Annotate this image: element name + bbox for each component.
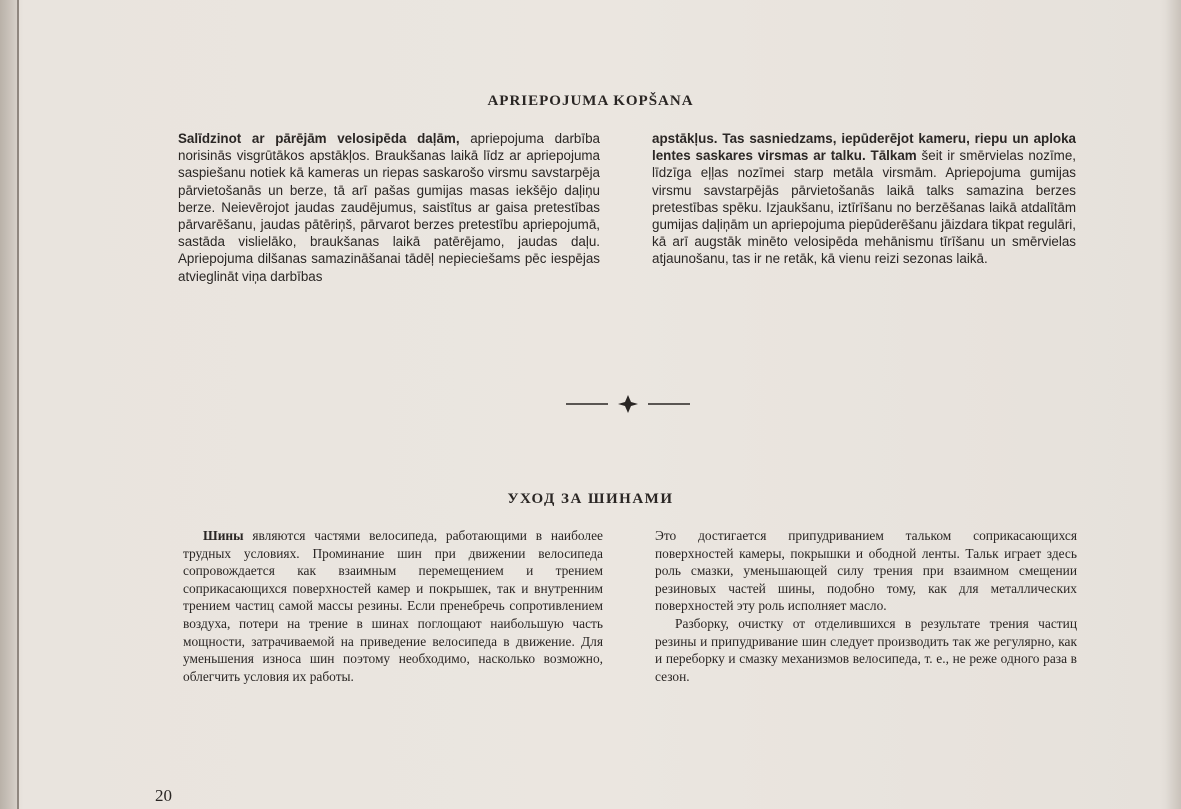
russian-paragraph-part-2: Это достигается припудриванием тальком соприкасающихся поверхностей камеры, покрышки и ободной ленты. Тальк играет здесь роль смазки, уменьшающей силу трения при взаимном смещении резиновых частей шины, подобно тому, как для металлических поверхностей эту роль исполняет масло.	[655, 528, 1077, 614]
latvian-section-heading: APRIEPOJUMA KOPŠANA	[487, 93, 694, 109]
spine-edge	[17, 0, 19, 809]
latvian-paragraph-part-1: apriepojuma darbība norisinās visgrūtākos apstākļos. Braukšanas laikā līdz ar apriepojuma saspiešanu notiek kā kameras un riepas saskarošo virsmu savstarpēja pārvietošanās un berze, tā arī pašas gumijas masas iekšējo daļiņu berze. Neievērojot jaudas zaudējumus, saistītus ar gaisa pretestības pārvarēšanu, jaudas pātēriņš, pārvarot berzes pretestību apriepojumā, sastāda vislielāko, braukšanas laikā patērējamo, jaudas daļu. Apriepojuma dilšanas samazināšanai tādēļ nepieciešams pēc iespējas atvieglināt viņa darbības	[178, 131, 600, 284]
ornament-divider-icon	[566, 394, 690, 414]
russian-text-column-left	[183, 527, 603, 685]
russian-text-column-right	[655, 527, 1077, 685]
book-spine	[0, 0, 18, 809]
russian-paragraph-part-1: являются частями велосипеда, работающими в наиболее трудных условиях. Проминание шин при движении велосипеда сопровождается как взаимным перемещением и трением соприкасающихся поверхностей камер и покрышек, так и внутренним трением частиц самой массы резины. Если пренебречь сопротивлением воздуха, потери на трение в шинах поглощают наибольшую часть мощности, затрачиваемой на приведение велосипеда в движение. Для уменьшения износа шин поэтому необходимо, насколько возможно, облегчить условия их работы.	[183, 528, 603, 684]
page-number: 20	[155, 786, 172, 805]
latvian-text-column-left	[178, 130, 600, 285]
russian-lead-word: Шины	[203, 528, 244, 543]
latvian-paragraph-part-2: šeit ir smērvielas nozīme, līdzīga eļļas nozīmei starp metāla virsmām. Apriepojuma gumijas virsmu savstarpējās pārvietošanās laikā talks samazina berzes pretestības spēku. Izjaukšanu, iztīrīšanu no berzēšanas laikā atdalītām gumijas daļiņām un apriepojuma piepūderēšanu jāizdara tikpat regulāri, kā arī augstāk minēto velosipēda mehānismu tīrīšanu un smērvielas atjaunošanu, tas ir ne retāk, kā vienu reizi sezonas laikā.	[652, 148, 1076, 267]
page-edge-right	[1165, 0, 1181, 809]
russian-section-heading: УХОД ЗА ШИНАМИ	[507, 491, 674, 507]
latvian-text-column-right	[652, 130, 1076, 268]
russian-paragraph-part-3: Разборку, очистку от отделившихся в результате трения частиц резины и припудривание шин следует производить так же регулярно, как и переборку и смазку механизмов велосипеда, т. е., не реже одного раза в сезон.	[655, 615, 1077, 684]
latvian-lead-words: Salīdzinot ar pārējām velosipēda daļām,	[178, 131, 460, 146]
latvian-paragraph-continuation-lead: apstākļus. Tas sasniedzams, iepūderējot kameru, riepu un aploka lentes saskares virsmas ar talku. Tālkam	[652, 131, 1076, 164]
